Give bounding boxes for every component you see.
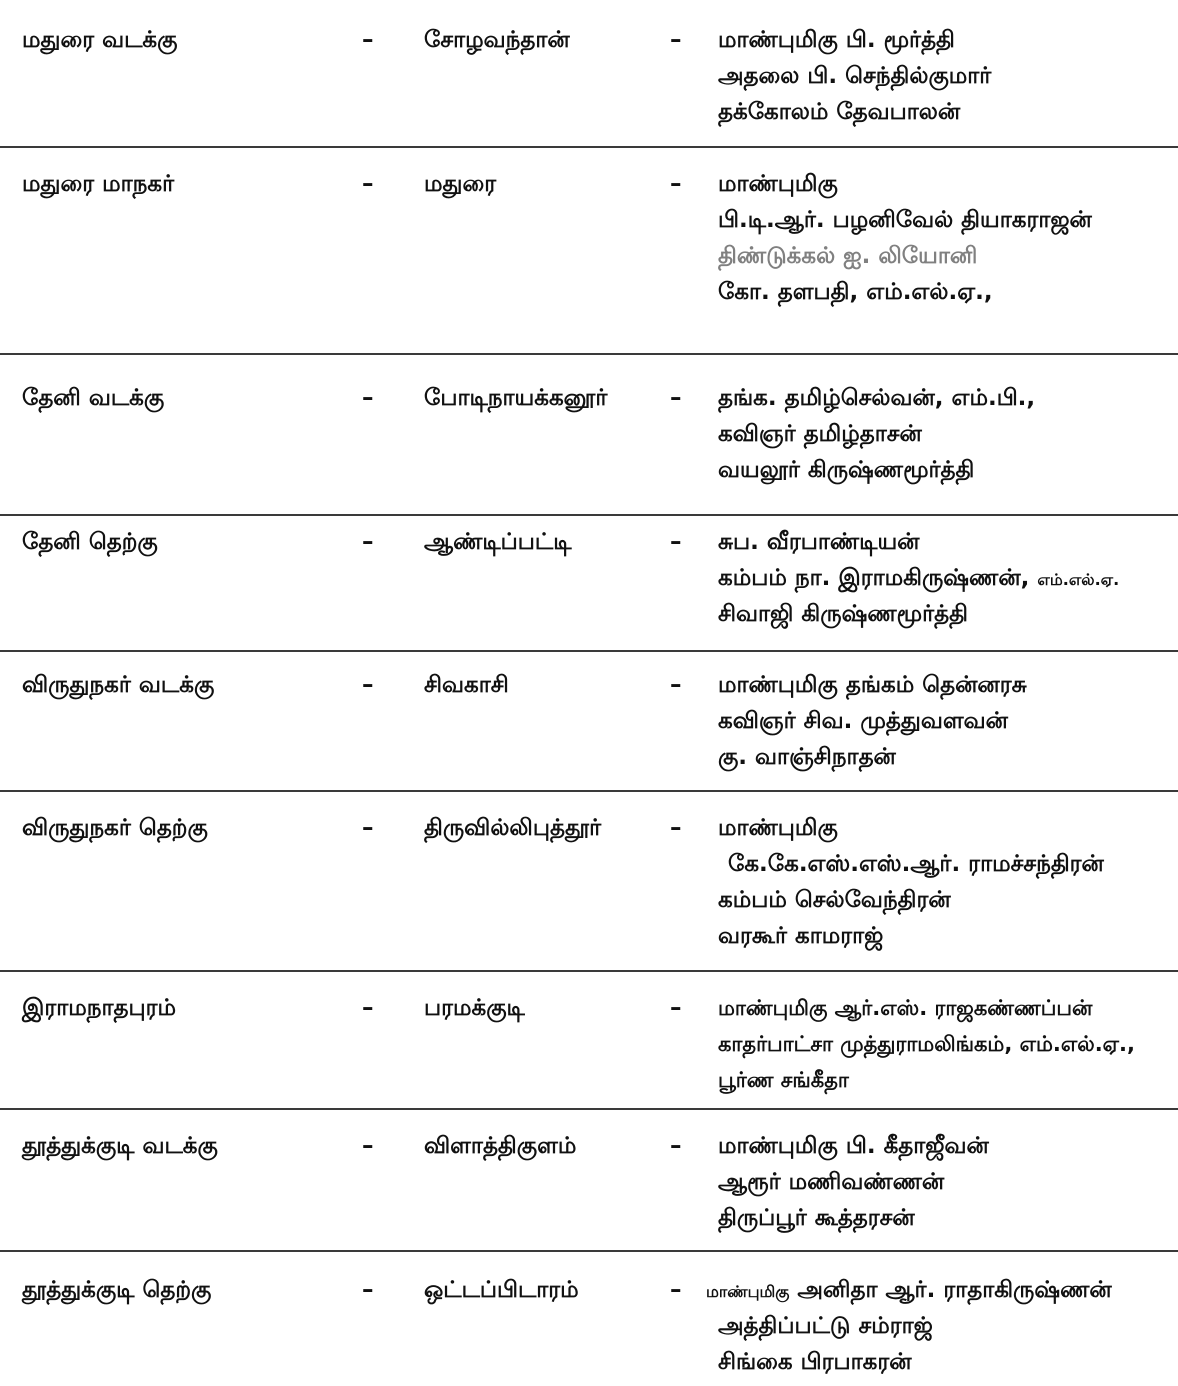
row-divider (0, 353, 1178, 355)
separator-dash: – (670, 529, 682, 555)
member-name: தங்க. தமிழ்செல்வன், எம்.பி., (718, 385, 1036, 411)
member-name: மாண்புமிகு பி. மூர்த்தி (718, 27, 955, 53)
district-name: விருதுநகர் தெற்கு (22, 815, 208, 841)
member-names (718, 380, 1035, 488)
constituency-name: விளாத்திகுளம் (424, 1133, 577, 1159)
member-name: அதலை பி. செந்தில்குமார் (718, 63, 992, 89)
separator-dash: – (670, 385, 682, 411)
member-name: கம்பம் செல்வேந்திரன் (718, 887, 951, 913)
member-names (718, 22, 991, 130)
separator-dash: – (670, 815, 682, 841)
constituency-name: போடிநாயக்கனூர் (424, 385, 608, 411)
row-divider (0, 1108, 1178, 1110)
district-name: மதுரை வடக்கு (22, 27, 178, 53)
separator-dash: – (362, 385, 374, 411)
member-name: மாண்புமிகு தங்கம் தென்னரசு (718, 672, 1027, 698)
district-name: தூத்துக்குடி வடக்கு (22, 1133, 218, 1159)
row-divider (0, 146, 1178, 148)
member-name: கே.கே.எஸ்.எஸ்.ஆர். ராமச்சந்திரன் (728, 851, 1104, 877)
row-divider (0, 514, 1178, 516)
member-name: மாண்புமிகு (718, 815, 838, 841)
row-divider (0, 790, 1178, 792)
member-name-line (718, 560, 1119, 596)
district-name: தேனி வடக்கு (22, 385, 165, 411)
member-names (718, 810, 1104, 954)
separator-dash: – (362, 815, 374, 841)
member-title-suffix: எம்.எல்.ஏ. (1037, 570, 1120, 589)
constituency-name: பரமக்குடி (424, 995, 525, 1021)
district-name: தூத்துக்குடி தெற்கு (22, 1277, 212, 1303)
member-names (706, 1272, 1112, 1380)
member-name: கவிஞர் சிவ. முத்துவளவன் (718, 708, 1008, 734)
member-name: வரகூர் காமராஜ் (718, 923, 884, 949)
row-divider (0, 650, 1178, 652)
constituency-name: சிவகாசி (424, 672, 509, 698)
member-name: பூர்ண சங்கீதா (718, 1068, 849, 1092)
constituency-name: ஆண்டிப்பட்டி (424, 529, 572, 555)
member-name: கம்பம் நா. இராமகிருஷ்ணன், (718, 565, 1030, 591)
member-name: மாண்புமிகு (718, 171, 838, 197)
separator-dash: – (670, 1277, 682, 1303)
constituency-name: சோழவந்தான் (424, 27, 570, 53)
member-name: கோ. தளபதி, எம்.எல்.ஏ., (718, 279, 993, 305)
member-names (718, 166, 1092, 310)
member-name: மாண்புமிகு பி. கீதாஜீவன் (718, 1133, 989, 1159)
separator-dash: – (362, 1133, 374, 1159)
member-name: மாண்புமிகு ஆர்.எஸ். ராஜகண்ணப்பன் (718, 996, 1093, 1020)
member-name: அனிதா ஆர். ராதாகிருஷ்ணன் (797, 1277, 1112, 1303)
separator-dash: – (670, 672, 682, 698)
member-name: ஆரூர் மணிவண்ணன் (718, 1169, 945, 1195)
separator-dash: – (362, 1277, 374, 1303)
member-names (718, 667, 1027, 775)
district-name: இராமநாதபுரம் (22, 995, 177, 1021)
constituency-name: ஒட்டப்பிடாரம் (424, 1277, 579, 1303)
member-name: திருப்பூர் கூத்தரசன் (718, 1205, 915, 1231)
member-name: காதர்பாட்சா முத்துராமலிங்கம், எம்.எல்.ஏ., (718, 1032, 1135, 1056)
separator-dash: – (362, 529, 374, 555)
separator-dash: – (670, 1133, 682, 1159)
separator-dash: – (670, 995, 682, 1021)
separator-dash: – (362, 171, 374, 197)
member-names (718, 1128, 989, 1236)
constituency-name: மதுரை (424, 171, 497, 197)
member-name-line (706, 1272, 1112, 1308)
separator-dash: – (670, 27, 682, 53)
district-name: தேனி தெற்கு (22, 529, 158, 555)
row-divider (0, 1250, 1178, 1252)
constituency-name: திருவில்லிபுத்தூர் (424, 815, 602, 841)
member-name: சிங்கை பிரபாகரன் (718, 1349, 912, 1375)
row-divider (0, 970, 1178, 972)
member-name: கவிஞர் தமிழ்தாசன் (718, 421, 922, 447)
member-name: கு. வாஞ்சிநாதன் (718, 744, 896, 770)
member-name: சிவாஜி கிருஷ்ணமூர்த்தி (718, 601, 968, 627)
member-names (718, 524, 1119, 632)
member-title-prefix: மாண்புமிகு (706, 1282, 790, 1301)
member-names (718, 990, 1135, 1098)
member-name: வயலூர் கிருஷ்ணமூர்த்தி (718, 457, 975, 483)
district-name: மதுரை மாநகர் (22, 171, 175, 197)
member-name: திண்டுக்கல் ஐ. லியோனி (718, 243, 978, 269)
district-name: விருதுநகர் வடக்கு (22, 672, 215, 698)
member-name: சுப. வீரபாண்டியன் (718, 529, 920, 555)
separator-dash: – (362, 995, 374, 1021)
member-name: அத்திப்பட்டு சம்ராஜ் (718, 1313, 933, 1339)
member-name: தக்கோலம் தேவபாலன் (718, 99, 961, 125)
separator-dash: – (670, 171, 682, 197)
separator-dash: – (362, 27, 374, 53)
member-name: பி.டி.ஆர். பழனிவேல் தியாகராஜன் (718, 207, 1092, 233)
separator-dash: – (362, 672, 374, 698)
